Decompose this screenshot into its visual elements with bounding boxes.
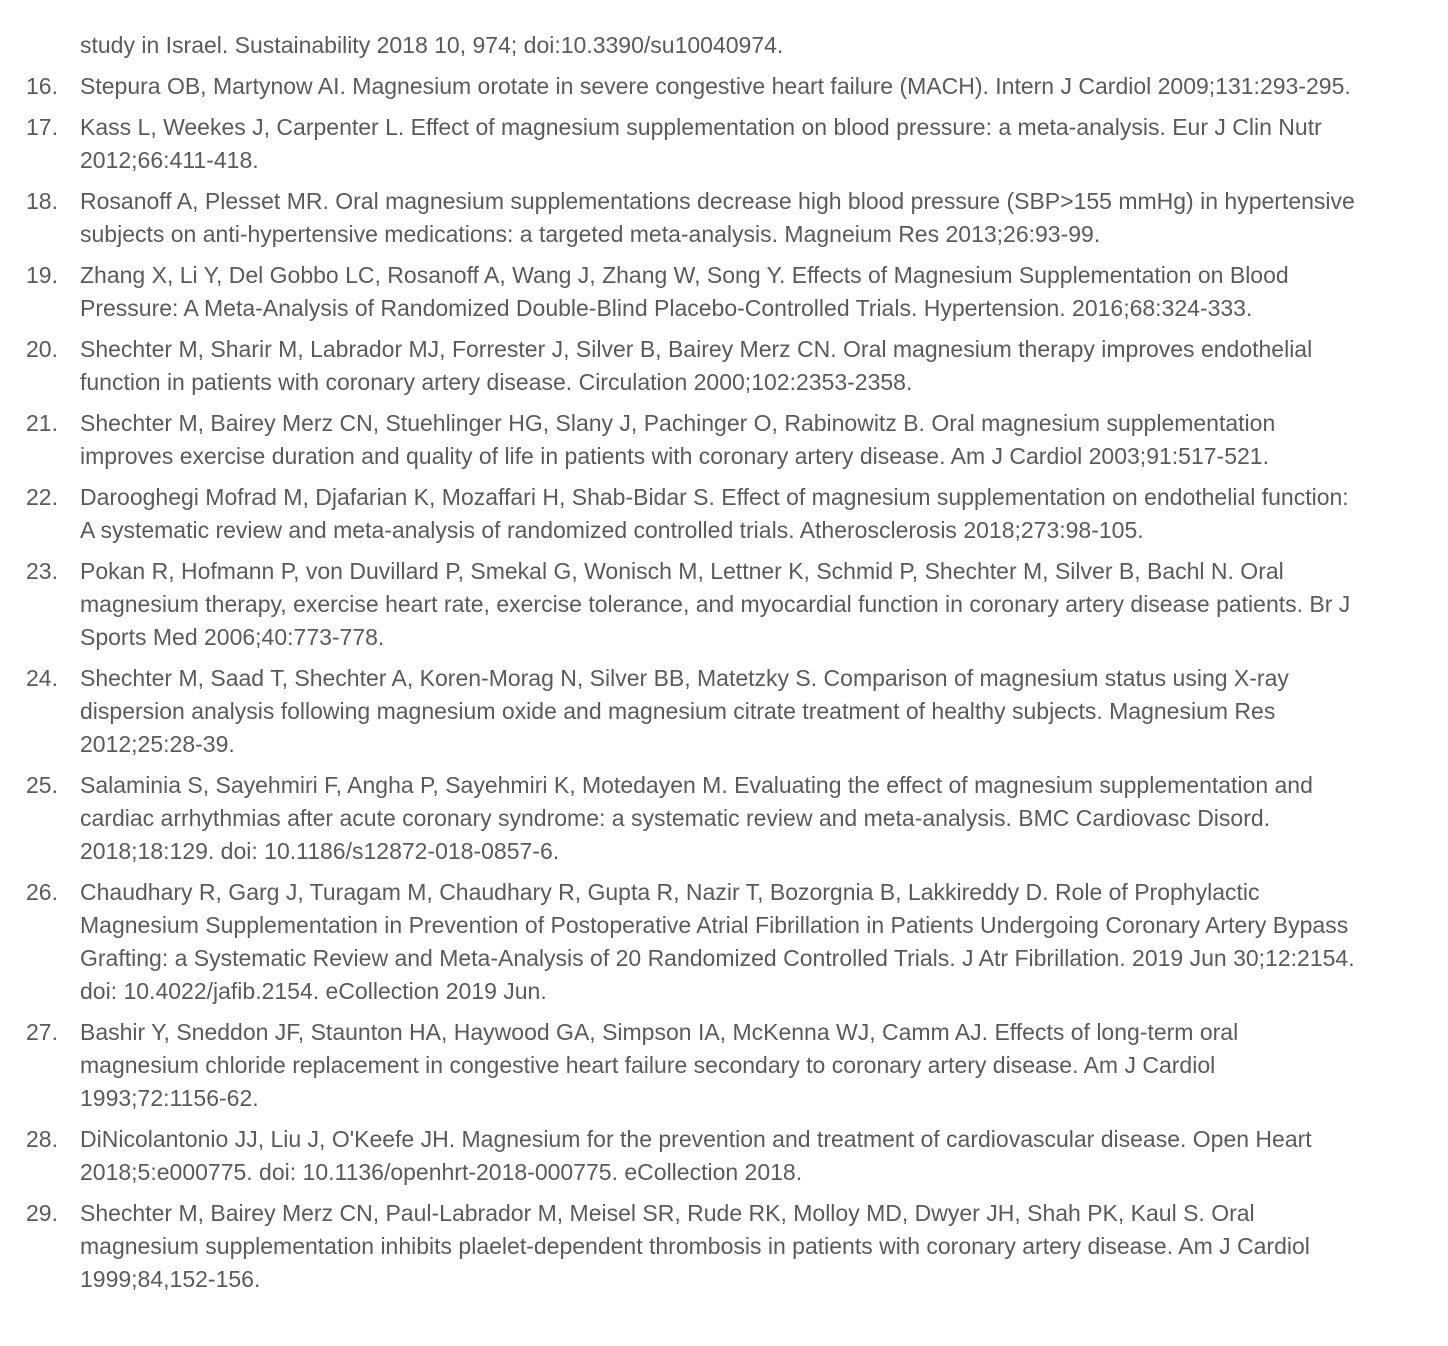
reference-text: Kass L, Weekes J, Carpenter L. Effect of magnesium supplementation on blood pressure: a meta-analysis. Eur J Clin Nutr 2012;66:411-418. [80, 114, 1322, 173]
reference-continuation [0, 29, 1400, 62]
reference-item-26 [0, 876, 1400, 1008]
reference-number: 26. [26, 879, 58, 905]
reference-item-24 [0, 662, 1400, 761]
reference-number: 22. [26, 484, 58, 510]
reference-item-29 [0, 1197, 1400, 1296]
reference-text: Salaminia S, Sayehmiri F, Angha P, Sayehmiri K, Motedayen M. Evaluating the effect of magnesium supplementation and cardiac arrhythmias after acute coronary syndrome: a systematic review and meta-analysis. BMC Cardiovasc Disord. 2018;18:129. doi: 10.1186/s12872-018-0857-6. [80, 772, 1313, 864]
reference-text: Shechter M, Sharir M, Labrador MJ, Forrester J, Silver B, Bairey Merz CN. Oral magnesium therapy improves endothelial function in patients with coronary artery disease. Circulation 2000;102:2353-2358. [80, 336, 1313, 395]
reference-item-21 [0, 407, 1400, 473]
reference-text: Zhang X, Li Y, Del Gobbo LC, Rosanoff A, Wang J, Zhang W, Song Y. Effects of Magnesium Supplementation on Blood Pressure: A Meta-Analysis of Randomized Double-Blind Placebo-Controlled Trials. Hypertension. 2016;68:324-333. [80, 262, 1289, 321]
reference-item-17 [0, 111, 1400, 177]
reference-text: study in Israel. Sustainability 2018 10, 974; doi:10.3390/su10040974. [80, 32, 784, 58]
reference-item-27 [0, 1016, 1400, 1115]
reference-number: 21. [26, 410, 58, 436]
reference-number: 28. [26, 1126, 58, 1152]
reference-text: Shechter M, Bairey Merz CN, Stuehlinger HG, Slany J, Pachinger O, Rabinowitz B. Oral magnesium supplementation improves exercise duration and quality of life in patients with coronary artery disease. Am J Cardiol 2003;91:517-521. [80, 410, 1276, 469]
reference-text: Chaudhary R, Garg J, Turagam M, Chaudhary R, Gupta R, Nazir T, Bozorgnia B, Lakkireddy D. Role of Prophylactic Magnesium Supplementation in Prevention of Postoperative Atrial Fibrillation in Patients Undergoing Coronary Artery Bypass Grafting: a Systematic Review and Meta-Analysis of 20 Randomized Controlled Trials. J Atr Fibrillation. 2019 Jun 30;12:2154. doi: 10.4022/jafib.2154. eCollection 2019 Jun. [80, 879, 1355, 1004]
reference-number: 23. [26, 558, 58, 584]
reference-item-28 [0, 1123, 1400, 1189]
reference-text: Shechter M, Bairey Merz CN, Paul-Labrador M, Meisel SR, Rude RK, Molloy MD, Dwyer JH, Shah PK, Kaul S. Oral magnesium supplementation inhibits plaelet-dependent thrombosis in patients with coronary artery disease. Am J Cardiol 1999;84,152-156. [80, 1200, 1310, 1292]
reference-text: Shechter M, Saad T, Shechter A, Koren-Morag N, Silver BB, Matetzky S. Comparison of magnesium status using X-ray dispersion analysis following magnesium oxide and magnesium citrate treatment of healthy subjects. Magnesium Res 2012;25:28-39. [80, 665, 1289, 757]
reference-number: 17. [26, 114, 58, 140]
reference-number: 16. [26, 73, 58, 99]
reference-number: 27. [26, 1019, 58, 1045]
reference-text: Rosanoff A, Plesset MR. Oral magnesium supplementations decrease high blood pressure (SBP>155 mmHg) in hypertensive subjects on anti-hypertensive medications: a targeted meta-analysis. Magneium Res 2013;26:93-99. [80, 188, 1355, 247]
reference-text: DiNicolantonio JJ, Liu J, O'Keefe JH. Magnesium for the prevention and treatment of cardiovascular disease. Open Heart 2018;5:e000775. doi: 10.1136/openhrt-2018-000775. eCollection 2018. [80, 1126, 1312, 1185]
reference-item-18 [0, 185, 1400, 251]
reference-number: 25. [26, 772, 58, 798]
reference-number: 18. [26, 188, 58, 214]
reference-number: 20. [26, 336, 58, 362]
reference-number: 29. [26, 1200, 58, 1226]
reference-item-16 [0, 70, 1400, 103]
reference-text: Bashir Y, Sneddon JF, Staunton HA, Haywood GA, Simpson IA, McKenna WJ, Camm AJ. Effects of long-term oral magnesium chloride replacement in congestive heart failure secondary to coronary artery disease. Am J Cardiol 1993;72:1156-62. [80, 1019, 1239, 1111]
reference-item-23 [0, 555, 1400, 654]
reference-list [0, 29, 1400, 1304]
reference-item-25 [0, 769, 1400, 868]
reference-number: 24. [26, 665, 58, 691]
reference-item-22 [0, 481, 1400, 547]
reference-number: 19. [26, 262, 58, 288]
reference-text: Stepura OB, Martynow AI. Magnesium orotate in severe congestive heart failure (MACH). Intern J Cardiol 2009;131:293-295. [80, 73, 1351, 99]
reference-text: Darooghegi Mofrad M, Djafarian K, Mozaffari H, Shab-Bidar S. Effect of magnesium supplementation on endothelial function: A systematic review and meta-analysis of randomized controlled trials. Atherosclerosis 2018;273:98-105. [80, 484, 1349, 543]
reference-item-19 [0, 259, 1400, 325]
reference-item-20 [0, 333, 1400, 399]
reference-text: Pokan R, Hofmann P, von Duvillard P, Smekal G, Wonisch M, Lettner K, Schmid P, Shechter M, Silver B, Bachl N. Oral magnesium therapy, exercise heart rate, exercise tolerance, and myocardial function in coronary artery disease patients. Br J Sports Med 2006;40:773-778. [80, 558, 1351, 650]
